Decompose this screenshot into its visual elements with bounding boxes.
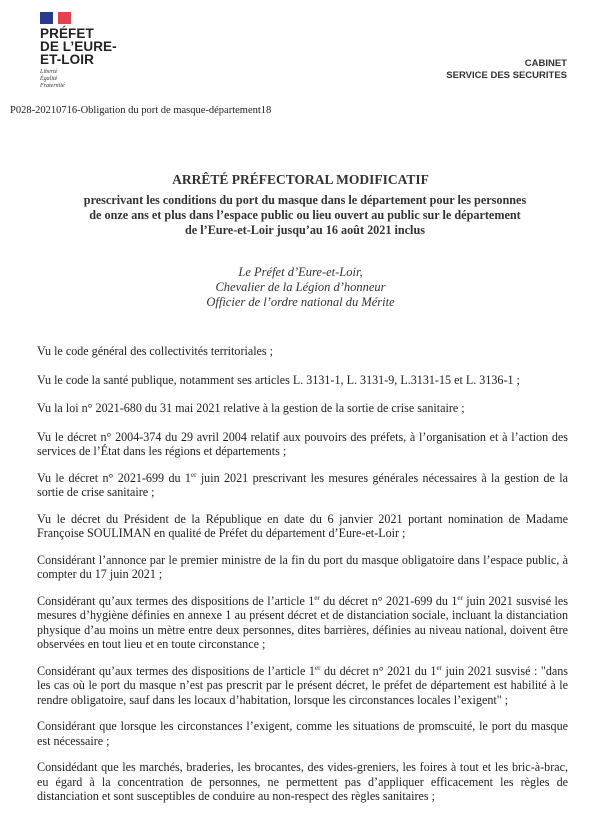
prefecture-line: DE L’EURE-: [40, 39, 117, 54]
visa-paragraph: Vu le décret du Président de la République en date du 6 janvier 2021 portant nomination de Madame Françoise SOULIMAN en qualité de Préfet du département d’Eure-et-Loir ;: [37, 511, 568, 540]
visa-paragraph: Vu le décret n° 2004-374 du 29 avril 2004 relatif aux pouvoirs des préfets, à l’organisation et à l’action des services de l’État dans les régions et départements ;: [37, 429, 568, 458]
prefet-line: Le Préfet d’Eure-et-Loir,: [238, 265, 363, 279]
motto-line: Fraternité: [40, 83, 65, 89]
prefet-line: Chevalier de la Légion d’honneur: [215, 280, 386, 294]
text-segment: du décret n° 2021-699 du 1: [319, 593, 458, 608]
document-reference: P028-20210716-Obligation du port de masque-département18: [10, 105, 272, 116]
considerant-paragraph: Considérant que lorsque les circonstances l’exigent, comme les situations de promscuité, le port du masque est nécessaire ;: [37, 719, 568, 748]
considerant-paragraph: Considérant l’annonce par le premier ministre de la fin du port du masque obligatoire dans l’espace public, à compter du 17 juin 2021 ;: [37, 552, 568, 581]
flag-red: [58, 12, 71, 24]
document-body: [37, 344, 568, 804]
superscript: er: [190, 470, 197, 479]
document-subtitle: [40, 193, 570, 238]
considerant-paragraph: [37, 594, 568, 652]
superscript: er: [436, 663, 442, 672]
subtitle-line: prescrivant les conditions du port du masque dans le département pour les personnes: [83, 193, 527, 207]
superscript: er: [457, 593, 463, 602]
superscript: er: [314, 663, 321, 672]
text-segment: du décret n° 2021 du 1: [320, 663, 437, 678]
text-segment: juin 2021 susvisé : "dans les cas où le port du masque n’est pas prescrit par le présent décret, le préfet de département est habilité à le rendre obligatoire, sauf dans les locaux d’habitation, lorsque les circonstances locales l’exigent" ;: [37, 663, 568, 707]
text-segment: juin 2021 susvisé les mesures d’hygiène définies en annexe 1 au présent décret et de distanciation sociale, incluant la distanciation physique d’au moins un mètre entre deux personnes, dites barrières, définies au niveau national, doivent être observées en tout lieu et en toute circonstance ;: [37, 593, 568, 651]
text-segment: Considérant qu’aux termes des dispositions de l’article 1: [37, 593, 315, 608]
considerant-paragraph: Considédant que les marchés, braderies, les brocantes, des vides-greniers, les foires à tout et les bric-à-brac, eu égard à la concentration de personnes, ne permettent pas d’appliquer efficacement les règles de distanciation et sont susceptibles de conduire au non-respect des règles sanitaires ;: [37, 760, 568, 803]
prefecture-name: [40, 27, 117, 66]
flag-blue: [40, 12, 53, 24]
service-line: CABINET: [524, 58, 567, 69]
subtitle-line: de l’Eure-et-Loir jusqu’au 16 août 2021 inclus: [185, 223, 425, 237]
service-block: [446, 58, 567, 82]
prefecture-line: PRÉFET: [40, 26, 94, 41]
motto-line: Égalité: [40, 76, 58, 82]
document-title: ARRÊTÉ PRÉFECTORAL MODIFICATIF: [172, 172, 429, 187]
republic-motto: [40, 69, 117, 90]
prefecture-logo: [40, 12, 117, 90]
visa-paragraph: Vu la loi n° 2021-680 du 31 mai 2021 relative à la gestion de la sortie de crise sanitaire ;: [37, 401, 465, 415]
prefet-titles: [0, 265, 601, 310]
considerant-paragraph: [37, 664, 568, 708]
marianne-flag-icon: [40, 12, 71, 24]
prefecture-line: ET-LOIR: [40, 52, 94, 67]
visa-paragraph: Vu le code la santé publique, notamment ses articles L. 3131-1, L. 3131-9, L.3131-15 et L. 3136-1 ;: [37, 372, 520, 387]
text-segment: juin 2021 prescrivant les mesures générales nécessaires à la gestion de la sortie de crise sanitaire ;: [37, 470, 569, 499]
visa-paragraph: Vu le code général des collectivités territoriales ;: [37, 344, 274, 358]
motto-line: Liberté: [40, 69, 58, 75]
service-line: SERVICE DES SECURITES: [446, 70, 567, 81]
visa-paragraph: [37, 471, 568, 500]
subtitle-line: de onze ans et plus dans l’espace public ou lieu ouvert au public sur le département: [89, 208, 521, 222]
superscript: er: [314, 593, 320, 602]
text-segment: Vu le décret n° 2021-699 du 1: [37, 470, 191, 485]
prefet-line: Officier de l’ordre national du Mérite: [206, 295, 395, 309]
text-segment: Considérant qu’aux termes des dispositions de l’article 1: [37, 663, 315, 678]
